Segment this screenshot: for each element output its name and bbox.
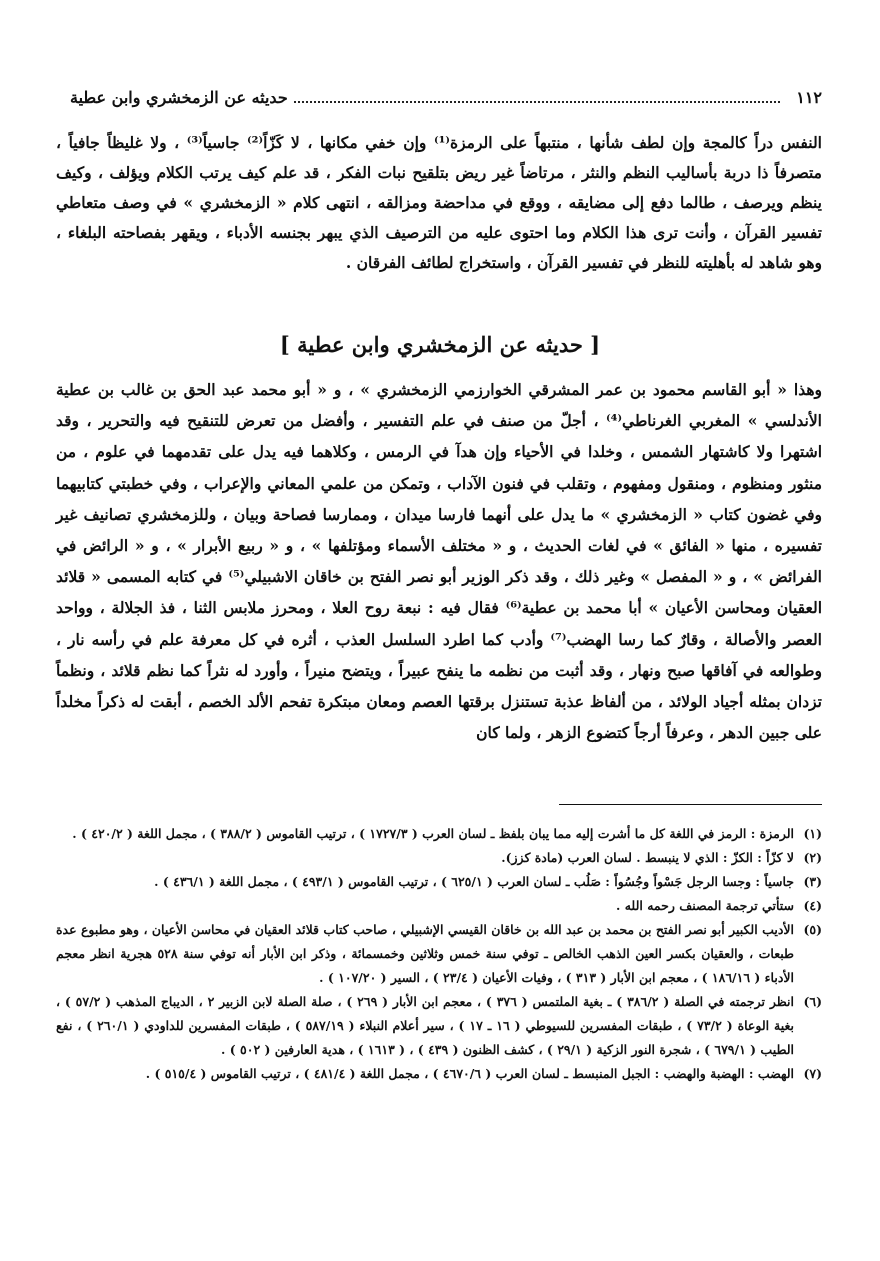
footnote-number: (١): [803, 826, 822, 841]
footnote-number: (٤): [803, 898, 822, 913]
footnote-number: (٧): [803, 1066, 822, 1081]
footnote: [56, 870, 822, 894]
running-title: حديثه عن الزمخشري وابن عطية: [70, 88, 288, 107]
footnote-number: (٦): [803, 994, 822, 1009]
main-paragraph: وهذا « أبو القاسم محمود بن عمر المشرقي الخوارزمي الزمخشري » ، و « أبو محمد عبد الحق بن غالب بن عطية الأندلسي » المغربي الغرناطي⁽⁴⁾ ، أجلّ من صنف في علم التفسير ، وأفضل من تعرض للتنقيح فيه والتحرير ، وقد اشتهرا ولا كاشتهار الشمس ، وخلدا في الأحياء وإن هدآ في الرمس ، وكلاهما فيه يدل على تقدمهما في علوم ، من منثور ومنظوم ، ومنقول ومفهوم ، وتقلب في فنون الآداب ، وتمكن من علمي المعاني والإعراب ، وفي خطبتي كتابيهما وفي غضون كتاب « الزمخشري » ما يدل على أنهما فارسا ميدان ، وممارسا فصاحة وبيان ، وللزمخشري تصانيف غير تفسيره ، منها « الفائق » في لغات الحديث ، و « مختلف الأسماء ومؤتلفها » ، و « ربيع الأبرار » ، و « الرائض في الفرائض » ، و « المفصل » وغير ذلك ، وقد ذكر الوزير أبو نصر الفتح بن خاقان الاشبيلي⁽⁵⁾ في كتابه المسمى « قلائد العقيان ومحاسن الأعيان » أبا محمد بن عطية⁽⁶⁾ فقال فيه : نبعة روح العلا ، ومحرز ملابس الثنا ، فذ الجلالة ، وواحد العصر والأصالة ، وقارٌ كما رسا الهضب⁽⁷⁾ وأدب كما اطرد السلسل العذب ، أثره في كل معرفة علم في رأسه نار ، وطوالعه في آفاقها صبح ونهار ، وقد أثبت من نظمه ما ينفح عبيراً ، ويتضح منيراً ، وأورد له نثراً كما نظم قلائد ، ونظماً تزدان بمثله أجياد الولائد ، من ألفاظ عذبة تستنزل برقتها العصم ومعان مبتكرة تفحم الألد الخصم ، أبقت له ذكراً مخلداً على جبين الدهر ، وعرفاً أرجاً كتضوع الزهر ، ولما كان: [56, 380, 822, 743]
footnote-text: الرمزة : الرمز في اللغة كل ما أشرت إليه مما يبان بلفظ ـ لسان العرب ( ١٧٢٧/٣ ) ، ترتيب القاموس ( ٣٨٨/٢ ) ، مجمل اللغة ( ٤٢٠/٢ ) .: [72, 826, 794, 841]
footnote-rule: [559, 804, 822, 805]
intro-text: [56, 128, 822, 278]
section-title: [ حديثه عن الزمخشري وابن عطية ]: [279, 332, 601, 357]
footnotes: [56, 822, 822, 1086]
intro-paragraph: النفس دراً كالمجة وإن لطف شأنها ، منتبهاً على الرمزة⁽¹⁾ وإن خفي مكانها ، لا كَزّاً⁽²⁾ جاسياً⁽³⁾ ، ولا غليظاً جافياً ، متصرفاً ذا دربة بأساليب النظم والنثر ، مرتاضاً غير ريض بتلقيح نبات الفكر ، قد علم كيف يرتب الكلام ويؤلف ، وكيف ينظم ويرصف ، طالما دفع إلى مضايقه ، ووقع في مداحضة ومزالقه ، انتهى كلام « الزمخشري » في وصف متعاطي تفسير القرآن ، وأنت ترى هذا الكلام وما احتوى عليه من الترصيف الذي يبهر بجنسه الأدباء ، ويقهر بفصاحته البلغاء ، وهو شاهد له بأهليته للنظر في تفسير القرآن ، واستخراج لطائف الفرقان .: [56, 133, 822, 272]
footnote-number: (٢): [803, 850, 822, 865]
footnote-number: (٥): [803, 922, 822, 937]
footnote-text: جاسياً : وجسا الرجل جَسْواً وجُسُواً : صَلُب ـ لسان العرب ( ٦٢٥/١ ) ، ترتيب القاموس ( ٤٩٣/١ ) ، مجمل اللغة ( ٤٣٦/١ ) .: [154, 874, 794, 889]
page-header: [70, 88, 822, 114]
footnote: [56, 918, 822, 990]
footnote: [56, 822, 822, 846]
footnote-text: الأديب الكبير أبو نصر الفتح بن محمد بن عبد الله بن خاقان القيسي الإشبيلي ، صاحب كتاب قلائد العقيان في محاسن الأعيان ، وهو مطبوع عدة طبعات ، والعقيان بكسر العين الذهب الخالص ـ توفي سنة خمس وثلاثين وخمسمائة ، وذكر ابن الأبار أنه توفي سنة ٥٢٨ هجرية انظر معجم الأدباء ( ١٨٦/١٦ ) ، معجم ابن الأبار ( ٣١٣ ) ، وفيات الأعيان ( ٢٣/٤ ) ، السير ( ١٠٧/٢٠ ) .: [56, 922, 794, 985]
main-text: [56, 374, 822, 748]
footnote: [56, 1062, 822, 1086]
footnote: [56, 894, 822, 918]
footnote-text: ستأتي ترجمة المصنف رحمه الله .: [616, 898, 794, 913]
page-number: ١١٢: [796, 88, 822, 107]
footnote-text: الهضب : الهضبة والهضب : الجبل المنبسط ـ لسان العرب ( ٤٦٧٠/٦ ) ، مجمل اللغة ( ٤٨١/٤ ) ، ترتيب القاموس ( ٥١٥/٤ ) .: [145, 1066, 794, 1081]
footnote: [56, 846, 822, 870]
footnote-text: لا كزّاً : الكزّ : الذي لا ينبسط . لسان العرب (مادة كزز).: [501, 850, 794, 865]
footnote: [56, 990, 822, 1062]
footnote-text: انظر ترجمته في الصلة ( ٣٨٦/٢ ) ـ بغية الملتمس ( ٣٧٦ ) ، معجم ابن الأبار ( ٢٦٩ ) ، صلة الصلة لابن الزبير ٢ ، الديباج المذهب ( ٥٧/٢ ) ، بغية الوعاة ( ٧٣/٢ ) ، طبقات المفسرين للسيوطي ( ١٦ ـ ١٧ ) ، سير أعلام النبلاء ( ٥٨٧/١٩ ) ، طبقات المفسرين للداودي ( ٢٦٠/١ ) ، نفع الطيب ( ٦٧٩/١ ) ، شجرة النور الزكية ( ٢٩/١ ) ، كشف الظنون ( ٤٣٩ ) ، ( ١٦١٣ ) ، هدية العارفين ( ٥٠٢ ) .: [56, 994, 795, 1057]
dot-leader: [294, 91, 781, 103]
footnote-number: (٣): [803, 874, 822, 889]
